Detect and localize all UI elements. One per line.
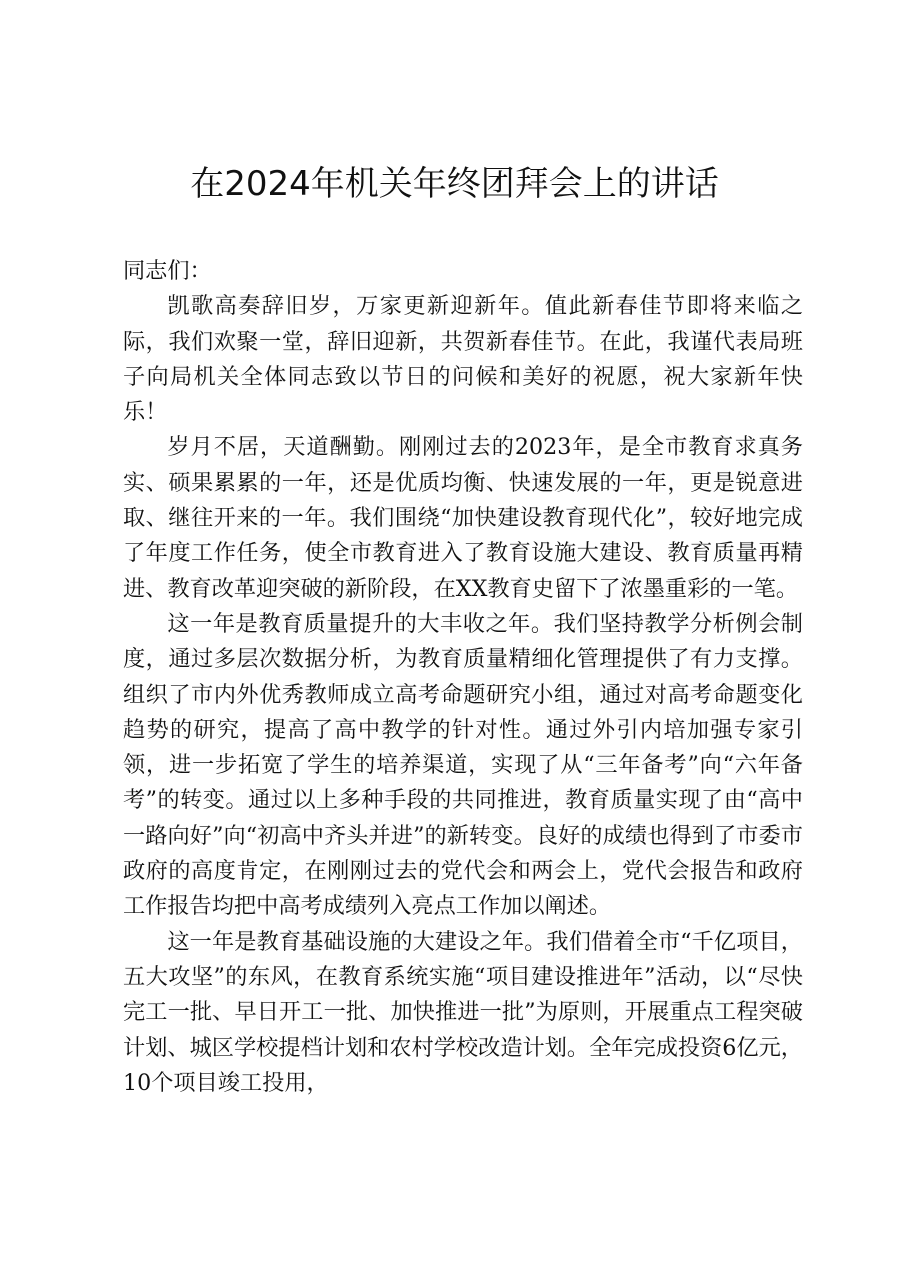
paragraph-3: 这一年是教育质量提升的大丰收之年。我们坚持教学分析例会制度，通过多层次数据分析，为教育质量精细化管理提供了有力支撑。组织了市内外优秀教师成立高考命题研究小组，通过对高考命题变化趋势的研究，提高了高中教学的针对性。通过外引内培加强专家引领，进一步拓宽了学生的培养渠道，实现了从“三年备考”向“六年备考”的转变。通过以上多种手段的共同推进，教育质量实现了由“高中一路向好”向“初高中齐头并进”的新转变。良好的成绩也得到了市委市政府的高度肯定，在刚刚过去的党代会和两会上，党代会报告和政府工作报告均把中高考成绩列入亮点工作加以阐述。 [123, 610, 803, 920]
paragraph-4: 这一年是教育基础设施的大建设之年。我们借着全市“千亿项目，五大攻坚”的东风，在教育系统实施“项目建设推进年”活动，以“尽快完工一批、早日开工一批、加快推进一批”为原则，开展重点工程突破计划、城区学校提档计划和农村学校改造计划。全年完成投资6亿元，10个项目竣工投用， [123, 928, 803, 1096]
document-body [123, 254, 803, 1101]
paragraph-2: 岁月不居，天道酬勤。刚刚过去的2023年，是全市教育求真务实、硕果累累的一年，还是优质均衡、快速发展的一年，更是锐意进取、继往开来的一年。我们围绕“加快建设教育现代化”，较好地完成了年度工作任务，使全市教育进入了教育设施大建设、教育质量再精进、教育改革迎突破的新阶段，在XX教育史留下了浓墨重彩的一笔。 [123, 434, 803, 602]
paragraph-1: 凯歌高奏辞旧岁，万家更新迎新年。值此新春佳节即将来临之际，我们欢聚一堂，辞旧迎新，共贺新春佳节。在此，我谨代表局班子向局机关全体同志致以节日的问候和美好的祝愿，祝大家新年快乐！ [123, 293, 803, 426]
page-title: 在2024年机关年终团拜会上的讲话 [190, 164, 719, 204]
salutation: 同志们： [123, 258, 212, 284]
